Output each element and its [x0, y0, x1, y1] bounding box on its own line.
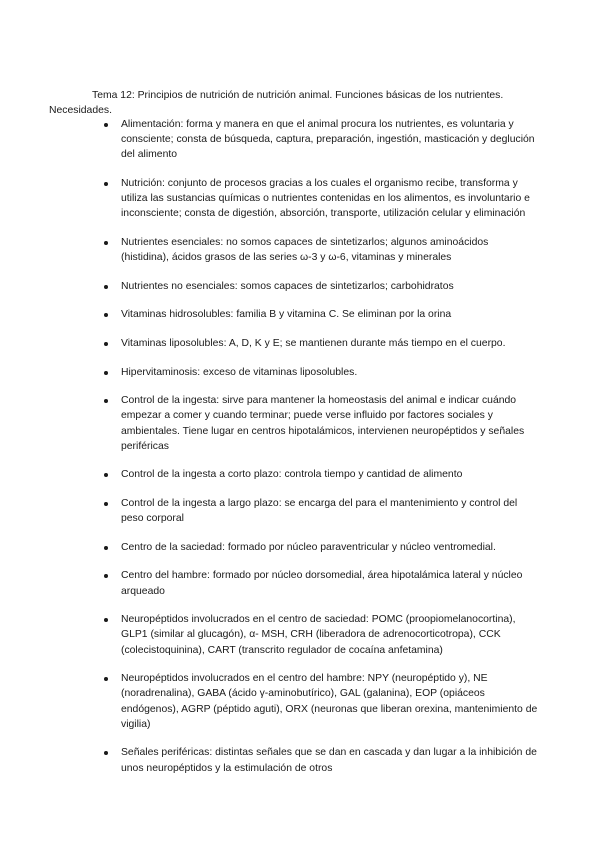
bullet-icon — [104, 502, 108, 506]
list-item — [0, 612, 599, 658]
document-heading: Tema 12: Principios de nutrición de nutrición animal. Funciones básicas de los nutrientes. Necesidades. — [49, 90, 504, 117]
list-item-text: Neuropéptidos involucrados en el centro de saciedad: POMC (proopiomelanocortina), GLP1 (similar al glucagón), α- MSH, CRH (liberadora de adrenocorticotropa), CCK (colecistoquinina), CART (transcrito regulador de cocaína anfetamina) — [121, 614, 516, 656]
list-item — [0, 117, 599, 163]
list-item-text: Vitaminas hidrosolubles: familia B y vitamina C. Se eliminan por la orina — [121, 309, 452, 321]
list-item — [0, 336, 599, 351]
list-item — [0, 279, 599, 294]
bullet-icon — [104, 751, 108, 755]
list-item-text: Señales periféricas: distintas señales que se dan en cascada y dan lugar a la inhibición de unos neuropéptidos y la estimulación de otros — [121, 747, 537, 774]
list-item-text: Control de la ingesta a largo plazo: se encarga del para el mantenimiento y control del peso corporal — [121, 497, 518, 525]
list-item-text: Centro de la saciedad: formado por núcleo paraventricular y núcleo ventromedial. — [121, 541, 496, 553]
bullet-icon — [104, 285, 108, 289]
list-item — [0, 365, 599, 380]
list-item-text: Nutrición: conjunto de procesos gracias a los cuales el organismo recibe, transforma y utiliza las sustancias químicas o nutrientes contenidas en los alimentos, es involuntario e inconsciente; consta de digestión, absorción, transporte, utilización celular y eliminación — [121, 178, 530, 220]
list-item-text: Control de la ingesta a corto plazo: controla tiempo y cantidad de alimento — [121, 469, 463, 481]
list-item — [0, 235, 599, 265]
bullet-icon — [104, 182, 108, 186]
bullet-icon — [104, 371, 108, 375]
list-item-text: Control de la ingesta: sirve para mantener la homeostasis del animal e indicar cuándo empezar a comer y cuando terminar; puede verse influido por factores sociales y ambientales. Tiene lugar en centros hipotalámicos, intervienen neuropéptidos y señales periféricas — [121, 395, 525, 452]
bullet-icon — [104, 399, 108, 403]
list-item — [0, 467, 599, 482]
bullet-icon — [104, 618, 108, 622]
list-item-text: Nutrientes no esenciales: somos capaces de sintetizarlos; carbohidratos — [121, 280, 454, 292]
bullet-icon — [104, 473, 108, 477]
list-item-text: Neuropéptidos involucrados en el centro del hambre: NPY (neuropéptido y), NE (noradrenalina), GABA (ácido γ-aminobutírico), GAL (galanina), EOP (opiáceos endógenos), AGRP (péptido aguti), ORX (neuronas que liberan orexina, mantenimiento de vigilia) — [121, 673, 538, 730]
bullet-icon — [104, 123, 108, 127]
list-item — [0, 745, 599, 775]
list-item-text: Alimentación: forma y manera en que el animal procura los nutrientes, es voluntaria y consciente; consta de búsqueda, captura, preparación, ingestión, masticación y deglución del alimento — [121, 119, 535, 161]
bullet-icon — [104, 677, 108, 681]
bullet-icon — [104, 342, 108, 346]
list-item-text: Vitaminas liposolubles: A, D, K y E; se mantienen durante más tiempo en el cuerpo. — [121, 337, 506, 349]
list-item-text: Centro del hambre: formado por núcleo dorsomedial, área hipotalámica lateral y núcleo arqueado — [121, 570, 523, 597]
list-item-text: Nutrientes esenciales: no somos capaces de sintetizarlos; algunos aminoácidos (histidina), ácidos grasos de las series ω-3 y ω-6, vitaminas y minerales — [121, 237, 489, 264]
list-item — [0, 671, 599, 732]
list-item-text: Hipervitaminosis: exceso de vitaminas liposolubles. — [121, 366, 358, 378]
list-item — [0, 568, 599, 598]
list-item — [0, 176, 599, 222]
bullet-icon — [104, 546, 108, 550]
bullet-icon — [104, 241, 108, 245]
bullet-icon — [104, 574, 108, 578]
list-item — [0, 307, 599, 322]
bullet-list — [0, 117, 599, 789]
list-item — [0, 393, 599, 454]
list-item — [0, 496, 599, 526]
list-item — [0, 540, 599, 555]
bullet-icon — [104, 313, 108, 317]
